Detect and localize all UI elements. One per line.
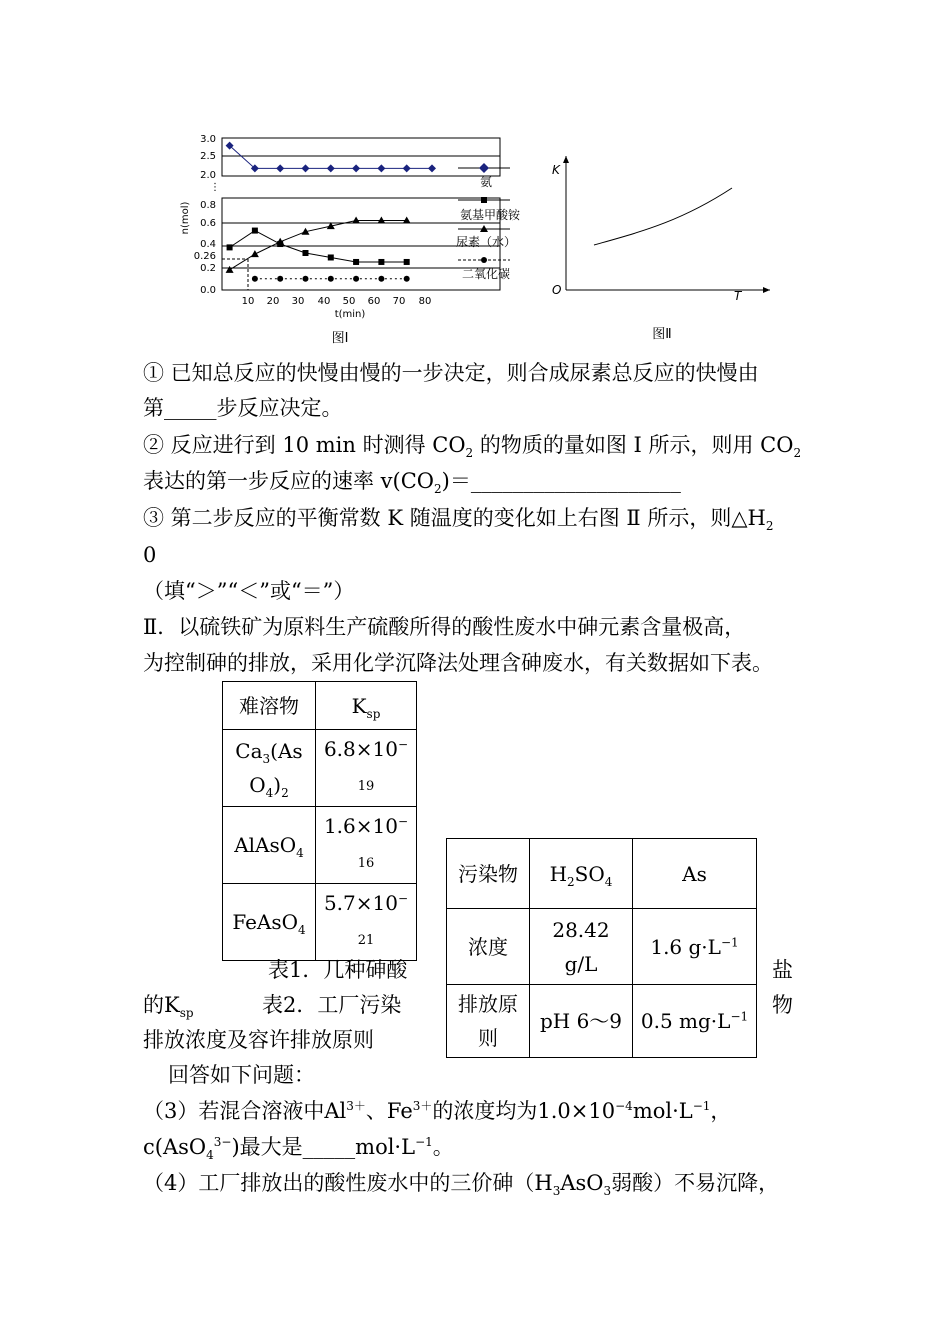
legend-marker-ammonia (479, 163, 489, 173)
x-tick-label: 50 (342, 296, 356, 307)
legend-label: 二氧化碳 (461, 267, 511, 281)
table-1-cell: 5.7×10− 21 (316, 884, 417, 961)
figure-1-caption: 图Ⅰ (331, 331, 349, 346)
question-4: （3）若混合溶液中$Al^{3+}$、$Fe^{3+}$的浓度均为$1.0\times 10^{-4}mol\cdot L^{-1}$， (143, 1099, 732, 1123)
table-1-cell: AlAsO$_4$ (223, 807, 316, 884)
legend-marker-co2 (481, 257, 487, 263)
cell-text: 0.5 mg·L (640, 1009, 731, 1033)
q6-part: （4）工厂排放出的酸性废水中的三价砷（H (143, 1171, 553, 1195)
q6-part: AsO (560, 1171, 604, 1195)
q5-part: )最大是_____mol·L (231, 1135, 416, 1159)
side-char-1 (772, 955, 793, 985)
origin-label: O (552, 283, 562, 297)
cell-exp: 19 (357, 779, 375, 794)
x-axis-arrow (763, 287, 770, 293)
y-tick-label: 0.8 (200, 200, 216, 211)
cell-text: ) (273, 773, 282, 797)
table-2-header (447, 839, 530, 909)
legend-label: 尿素（水） (455, 235, 517, 249)
x-tick-label: 20 (266, 296, 280, 307)
cell-text: AlAsO (234, 833, 297, 857)
axis-break: ⋮ (210, 182, 220, 193)
data-point-co2 (302, 276, 308, 282)
question-2: ② 反应进行到 10 min 时测得 $CO_2$ 的物质的量如图 Ⅰ 所示，则用 $CO_2$ (143, 433, 802, 461)
figure-1-series (226, 142, 436, 282)
table-2-cell (447, 985, 530, 1058)
table-1-cell: FeAsO$_4$ (223, 884, 316, 961)
data-point-co2 (353, 276, 359, 282)
cell-text: pH 6～9 (539, 1009, 623, 1033)
table-2-cell (530, 909, 633, 985)
q2-part: 表达的第一步反应的速率 v(CO (143, 469, 435, 493)
q4-part: 、Fe (365, 1099, 413, 1123)
x-tick-label: 30 (291, 296, 305, 307)
table-1-cell: $Ca_3(As$ $O_4)_2$ (223, 730, 316, 807)
caption-text: 盐 (772, 958, 793, 982)
y-tick-label: 0.6 (200, 218, 216, 229)
q3-part: ③ 第二步反应的平衡常数 K 随温度的变化如上右图 Ⅱ 所示，则△H (143, 506, 766, 530)
table-1-cell: 1.6×10− 16 (316, 807, 417, 884)
question-1-text: ① 已知总反应的快慢由慢的一步决定，则合成尿素总反应的快慢由 (143, 361, 759, 385)
y-tick-label: 2.5 (200, 151, 216, 162)
question-1 (143, 358, 759, 388)
cell-text: 浓度 (468, 934, 508, 959)
caption-text: 表2．工厂污染 (262, 993, 402, 1017)
answer-text: 回答如下问题： (168, 1063, 315, 1087)
legend-label: 氨 (479, 175, 493, 189)
cell-text: 污染物 (458, 861, 518, 886)
cell-text: Ca (235, 739, 263, 763)
cell-text: SO (574, 861, 605, 886)
section-2-text: 为控制砷的排放，采用化学沉降法处理含砷废水，有关数据如下表。 (143, 651, 773, 675)
legend-label: 氨基甲酸铵 (459, 208, 521, 222)
cell-exp: 21 (357, 933, 375, 948)
caption-text: 表1．几种砷酸 (268, 958, 408, 982)
table-1-header (316, 682, 417, 730)
data-point-ammonia (377, 164, 385, 172)
table-2-cell: 1.6 $g\cdot L^{-1}$ (633, 909, 757, 985)
data-point-ammonia (276, 164, 284, 172)
figure-2-caption: 图Ⅱ (652, 327, 672, 342)
cell-text: 难溶物 (239, 693, 299, 718)
x-tick-label: 40 (317, 296, 331, 307)
cell-text: K (351, 693, 367, 718)
question-3-c (143, 576, 354, 606)
question-4-b: c(AsO$_4^{3-}$)最大是$\_\_\_\_\_mol\cdot L^{-1}$。 (143, 1135, 454, 1163)
x-tick-label: 60 (367, 296, 381, 307)
cell-text: 6.8×10 (323, 737, 398, 761)
data-point-ammonia (327, 164, 335, 172)
cell-text: 28.42 g/L (552, 917, 610, 976)
data-point-ammonia (352, 164, 360, 172)
k-curve (594, 188, 732, 245)
table-1-header (223, 682, 316, 730)
section-2-line-2 (143, 648, 773, 678)
data-point-co2 (404, 276, 410, 282)
table-2 (446, 838, 757, 1058)
q5-part: 。 (432, 1135, 454, 1159)
cell-text: O (249, 773, 266, 797)
data-point-co2 (328, 276, 334, 282)
q2-part: )＝____________________ (441, 469, 681, 493)
data-point-carbamate (302, 250, 308, 256)
data-point-carbamate (328, 254, 334, 260)
question-1-b (143, 393, 343, 423)
q3-part: （填“＞”“＜”或“＝”） (143, 579, 355, 603)
q3-part: 0 (143, 543, 157, 567)
figure-2-chart (540, 150, 780, 345)
cell-text: 排放原则 (458, 992, 518, 1050)
q2-part: 的物质的量如图 Ⅰ 所示，则用 CO (473, 433, 794, 457)
question-1b-text: 第_____步反应决定。 (143, 396, 343, 420)
question-2-b: 表达的第一步反应的速率 $v(CO_2)=\_\_\_\_\_\_\_\_\_\_\_\_\_\_\_\_\_\_\_\_$ (143, 469, 681, 497)
table-1 (222, 681, 417, 961)
cell-text: 1.6 g·L (650, 934, 721, 959)
data-point-co2 (252, 276, 258, 282)
x-tick-label: 10 (241, 296, 255, 307)
table-2-caption-b (143, 1025, 374, 1055)
data-point-carbamate (353, 259, 359, 265)
data-point-urea (251, 250, 259, 257)
y-axis-label: n(mol) (180, 201, 191, 235)
caption-text: 物 (772, 993, 793, 1017)
cell-exp: 16 (357, 856, 375, 871)
data-point-ammonia (301, 164, 309, 172)
table-2-cell: 0.5 $mg\cdot L^{-1}$ (633, 985, 757, 1058)
q4-part: ， (710, 1099, 732, 1123)
upper-panel-frame (222, 138, 500, 176)
side-char-2 (772, 990, 793, 1020)
y-tick-label: 0.4 (200, 239, 216, 250)
data-point-ammonia (428, 164, 436, 172)
y-axis-arrow (563, 156, 569, 163)
table-2-cell (447, 909, 530, 985)
question-5: （4）工厂排放出的酸性废水中的三价砷（$H_3AsO_3$弱酸）不易沉降， (143, 1171, 780, 1199)
data-point-carbamate (378, 259, 384, 265)
table-2-caption-a (262, 990, 401, 1020)
q2-part: ② 反应进行到 10 min 时测得 CO (143, 433, 466, 457)
y-tick-label: 0.0 (200, 285, 216, 296)
cell-text: 5.7×10 (323, 891, 398, 915)
q6-part: 弱酸）不易沉降， (611, 1171, 780, 1195)
cell-sub: sp (366, 706, 381, 721)
y-axis-label: K (552, 163, 560, 177)
cell-text: 1.6×10 (323, 814, 398, 838)
data-point-co2 (378, 276, 384, 282)
x-axis-label: T (734, 289, 742, 303)
caption-text: 排放浓度及容许排放原则 (143, 1028, 374, 1052)
q4-part: 的浓度均为1.0×10 (432, 1099, 616, 1123)
data-point-carbamate (252, 228, 258, 234)
data-point-ammonia (403, 164, 411, 172)
x-axis-label: t(min) (334, 309, 366, 320)
x-tick-label: 70 (392, 296, 406, 307)
y-tick-label: 0.26 (193, 251, 216, 262)
y-tick-label: 3.0 (200, 134, 216, 145)
data-point-urea (226, 266, 234, 273)
caption-text: 的K (143, 993, 180, 1017)
y-tick-label: 2.0 (200, 170, 216, 181)
section-2-text: Ⅱ．以硫铁矿为原料生产硫酸所得的酸性废水中砷元素含量极高， (143, 615, 746, 639)
cell-text: (As (270, 739, 303, 763)
table-2-cell (530, 985, 633, 1058)
data-point-carbamate (404, 259, 410, 265)
figure-1-chart (170, 128, 530, 348)
question-3: ③ 第二步反应的平衡常数 K 随温度的变化如上右图 Ⅱ 所示，则$\triangle H_2$ (143, 506, 774, 534)
table-1-caption-b: 的$K_{sp}$ (143, 993, 194, 1021)
answer-intro (168, 1060, 315, 1090)
table-1-caption-a (268, 955, 407, 985)
q4-part: （3）若混合溶液中Al (143, 1099, 347, 1123)
table-2-header: $H_2SO_4$ (530, 839, 633, 909)
cell-text: FeAsO (232, 910, 299, 934)
table-2-header (633, 839, 757, 909)
data-point-co2 (277, 276, 283, 282)
table-1-cell: 6.8×10− 19 (316, 730, 417, 807)
cell-text: As (682, 861, 707, 886)
question-3-b (143, 540, 156, 570)
data-point-carbamate (227, 244, 233, 250)
y-tick-label: 0.2 (200, 263, 216, 274)
legend-marker-carbamate (481, 197, 487, 203)
q4-part: mol·L (632, 1099, 693, 1123)
cell-text: H (549, 861, 568, 886)
x-tick-label: 80 (418, 296, 432, 307)
q5-part: c(AsO (143, 1135, 207, 1159)
section-2-line-1 (143, 612, 745, 642)
